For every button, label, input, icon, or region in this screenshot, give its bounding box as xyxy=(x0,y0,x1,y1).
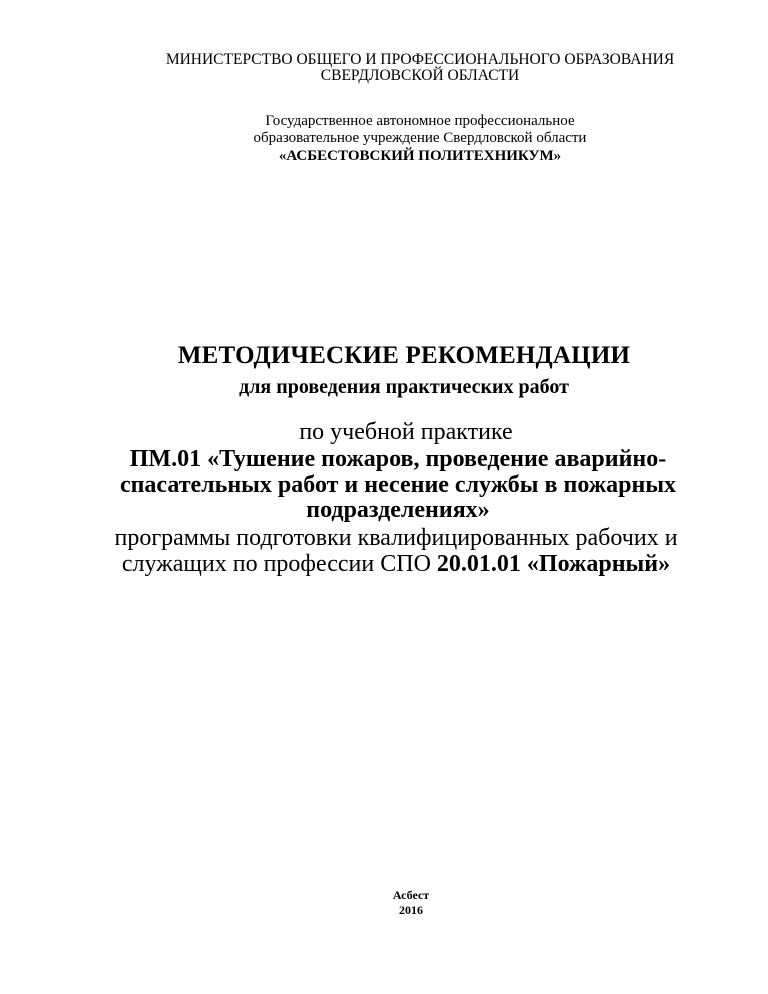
program-line-2 xyxy=(12,552,768,576)
ministry-line-2: СВЕРДЛОВСКОЙ ОБЛАСТИ xyxy=(320,67,520,84)
institution-line-1: Государственное автономное профессиональное xyxy=(265,113,575,129)
document-subtitle: для проведения практических работ xyxy=(239,376,569,398)
program-line-2-prefix: служащих по профессии СПО xyxy=(121,551,437,577)
module-line-2: спасательных работ и несение службы в пожарных xyxy=(119,472,677,498)
ministry-line-1: МИНИСТЕРСТВО ОБЩЕГО И ПРОФЕССИОНАЛЬНОГО ОБРАЗОВАНИЯ xyxy=(165,51,675,68)
module-line-1: ПМ.01 «Тушение пожаров, проведение аварийно- xyxy=(129,446,667,472)
module-line-3: подразделениях» xyxy=(306,497,490,523)
institution-line-2: образовательное учреждение Свердловской области xyxy=(253,130,587,146)
institution-name: «АСБЕСТОВСКИЙ ПОЛИТЕХНИКУМ» xyxy=(278,148,562,164)
profession-code: 20.01.01 «Пожарный» xyxy=(436,551,671,577)
city: Асбест xyxy=(392,888,430,902)
document-title: МЕТОДИЧЕСКИЕ РЕКОМЕНДАЦИИ xyxy=(177,342,631,369)
program-line-1: программы подготовки квалифицированных рабочих и xyxy=(114,525,678,551)
practice-type: по учебной практике xyxy=(299,419,513,445)
year: 2016 xyxy=(399,903,423,917)
